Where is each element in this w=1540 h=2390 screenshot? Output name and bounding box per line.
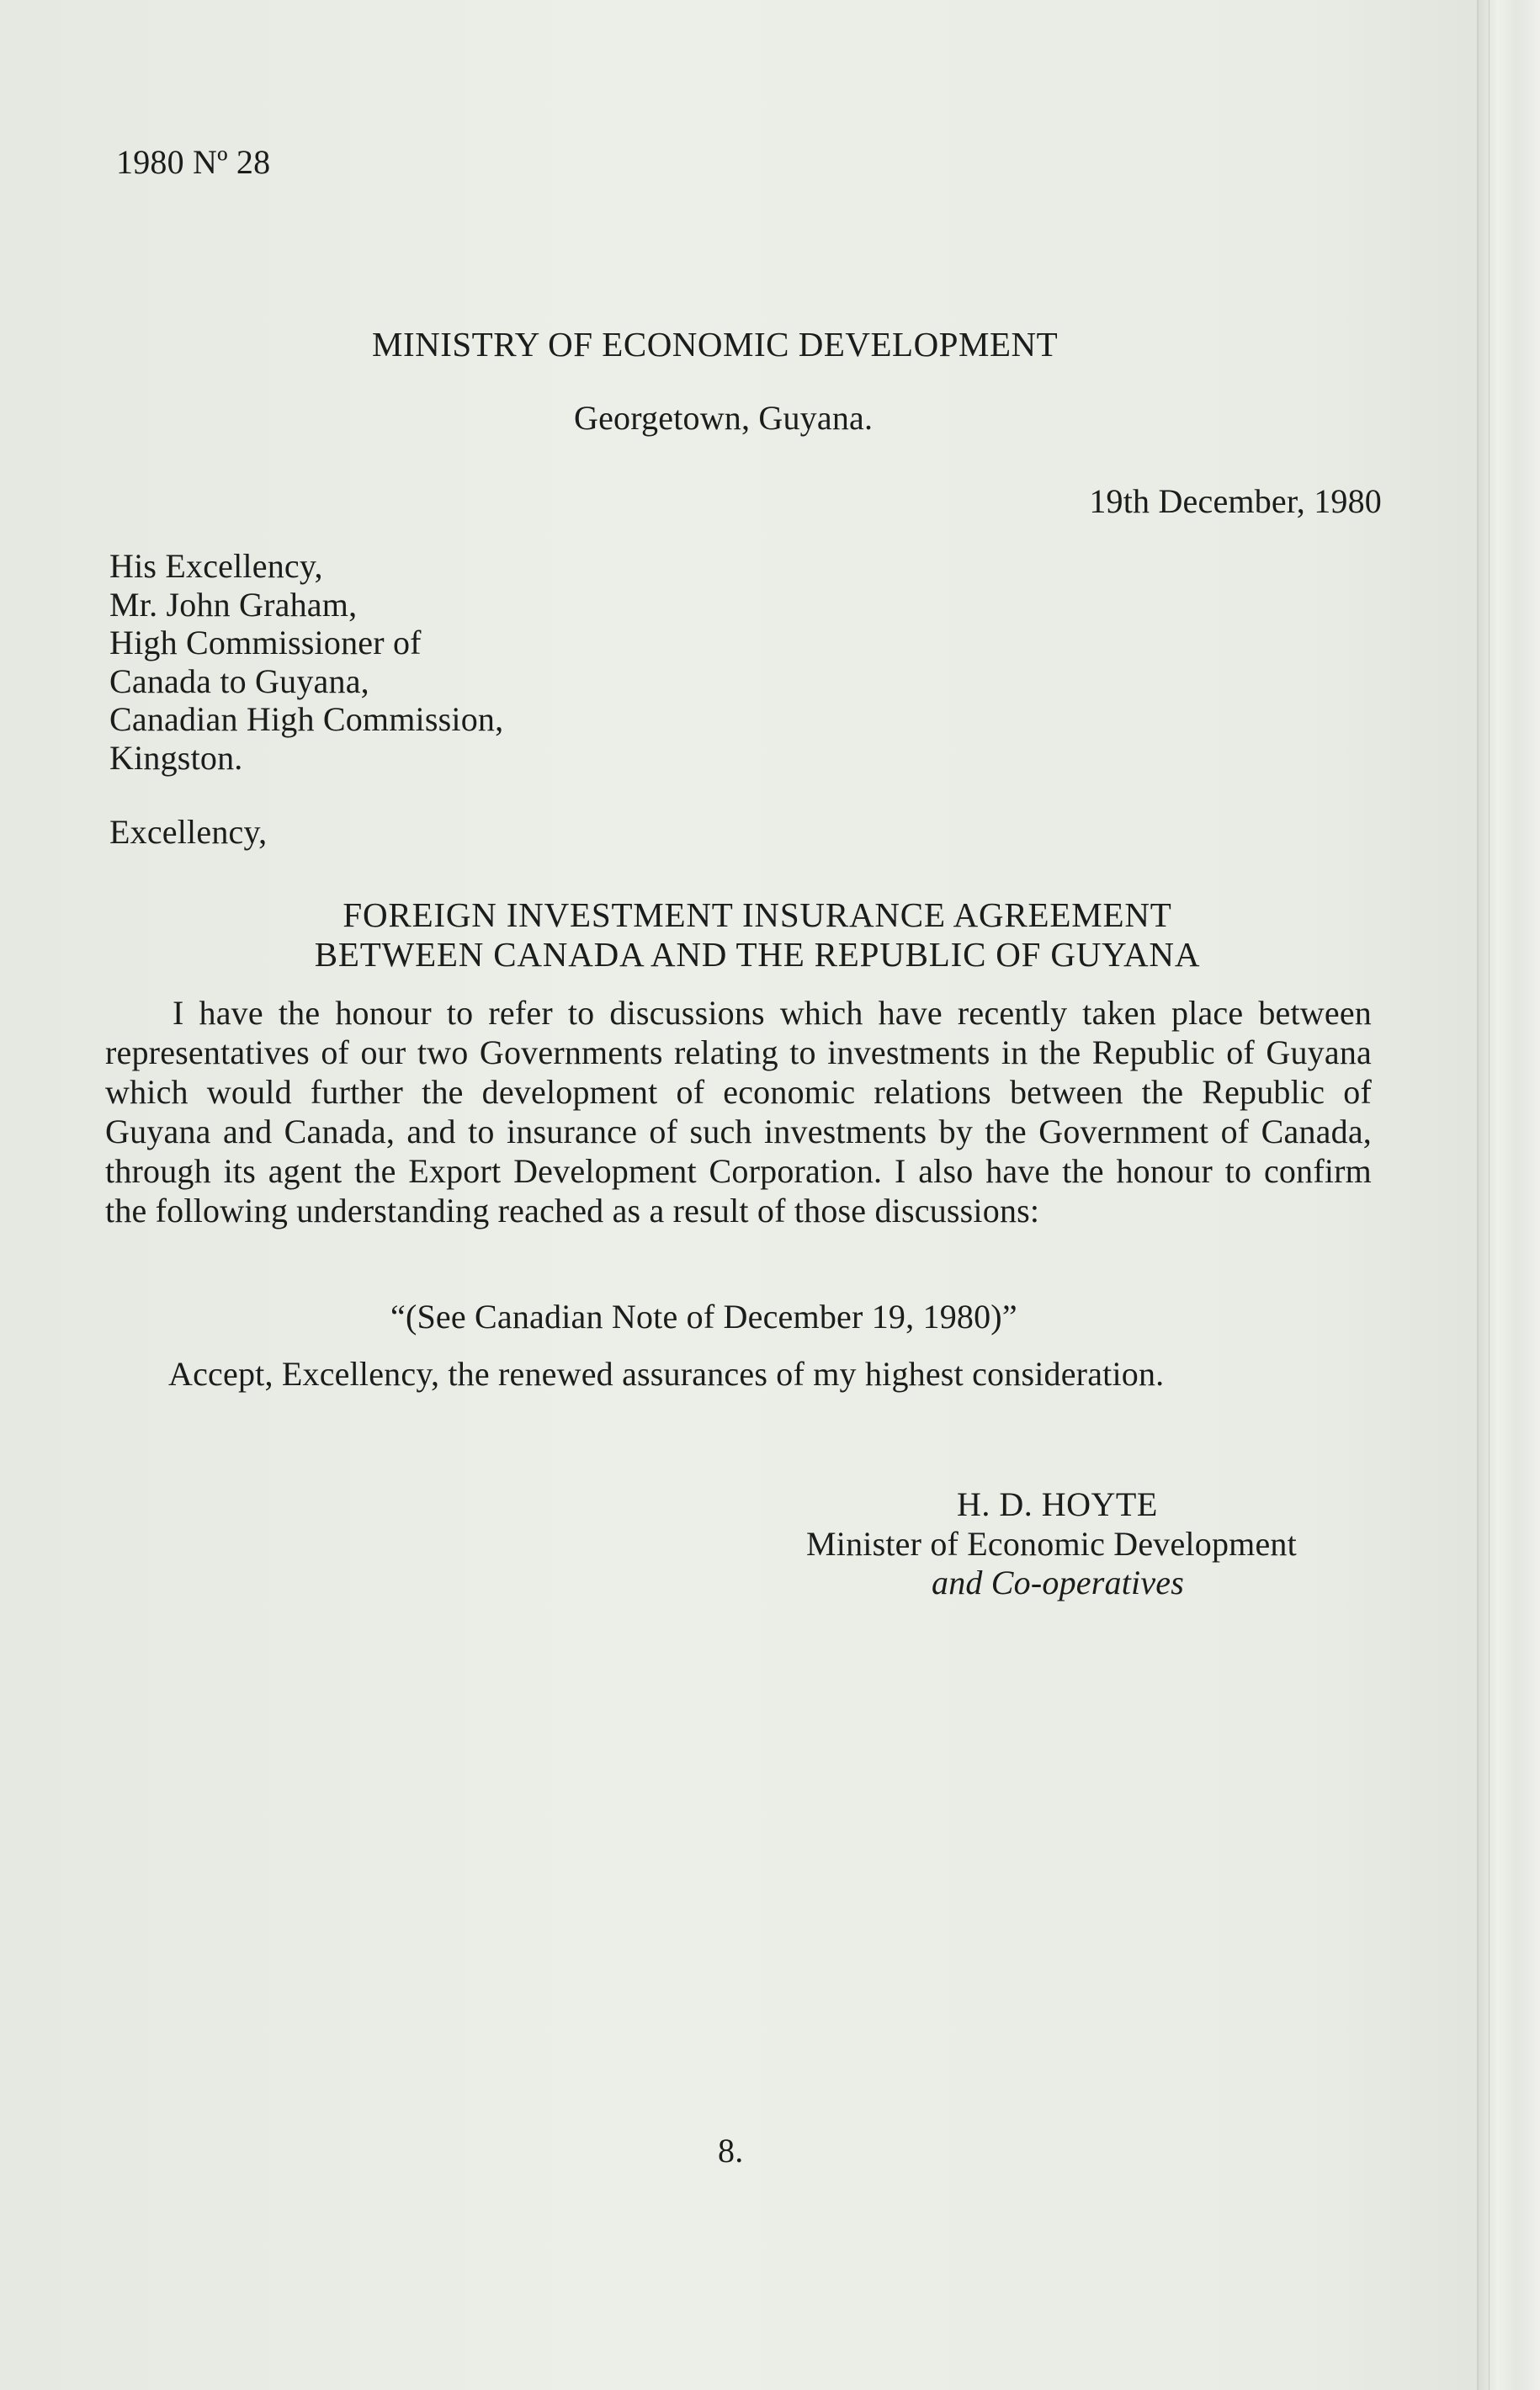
agreement-title — [194, 895, 1321, 975]
letter-body: I have the honour to refer to discussions which have recently taken place between representatives of our two Governments relating to investments in the Republic of Guyana which would further the development of economic relations between the Republic of Guyana and Canada, and to insurance of such investments by the Government of Canada, through its agent the Export Development Corporation. I also have the honour to confirm the following understanding reached as a result of those discussions: — [105, 994, 1372, 1230]
addressee-line: Canadian High Commission, — [109, 700, 504, 738]
addressee-block — [109, 547, 503, 777]
addressee-line: Canada to Guyana, — [109, 661, 369, 700]
page-binding-edge — [1477, 0, 1540, 2390]
addressee-line: His Excellency, — [109, 547, 323, 585]
document-number: 1980 Nº 28 — [116, 143, 271, 181]
letter-place: Georgetown, Guyana. — [574, 399, 874, 437]
letter-date: 19th December, 1980 — [1089, 482, 1382, 520]
addressee-line: High Commissioner of — [109, 624, 422, 661]
signatory-title: Minister of Economic Development — [806, 1525, 1297, 1563]
ministry-heading: MINISTRY OF ECONOMIC DEVELOPMENT — [372, 325, 1059, 364]
quoted-reference: “(See Canadian Note of December 19, 1980)” — [390, 1298, 1017, 1336]
agreement-title-line1: FOREIGN INVESTMENT INSURANCE AGREEMENT — [343, 895, 1172, 934]
addressee-line: Kingston. — [109, 738, 243, 777]
salutation: Excellency, — [109, 813, 268, 851]
page-number: 8. — [718, 2132, 744, 2170]
agreement-title-line2: BETWEEN CANADA AND THE REPUBLIC OF GUYANA — [314, 935, 1201, 974]
signatory-name: H. D. HOYTE — [957, 1485, 1158, 1523]
closing-line: Accept, Excellency, the renewed assurances of my highest consideration. — [168, 1355, 1165, 1393]
signatory-title-continued: and Co-operatives — [932, 1564, 1185, 1601]
addressee-line: Mr. John Graham, — [109, 585, 358, 624]
